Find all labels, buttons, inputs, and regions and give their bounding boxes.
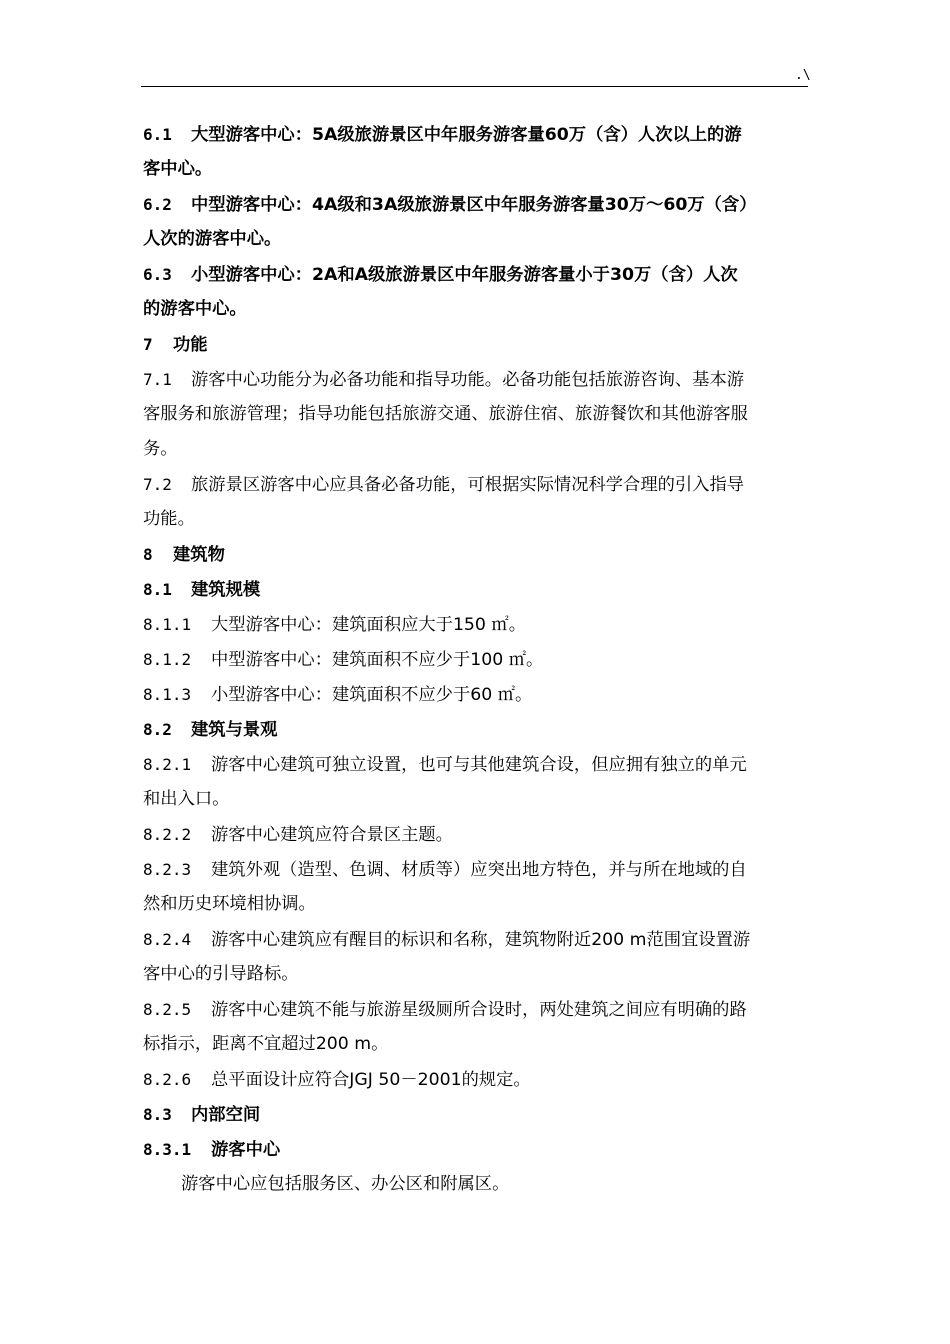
- clause-line: 7.2 旅游景区游客中心应具备必备功能，可根据实际情况科学合理的引入指导: [143, 475, 745, 495]
- clause-continuation: 然和历史环境相协调。: [143, 894, 316, 914]
- clause-continuation: 客中心的引导路标。: [143, 964, 299, 984]
- clause-line: 8.2.3 建筑外观（造型、色调、材质等）应突出地方特色，并与所在地域的自: [143, 860, 747, 880]
- clause-continuation: 客中心。: [143, 159, 213, 179]
- clause-line: 8.2.2 游客中心建筑应符合景区主题。: [143, 825, 453, 845]
- subsection-heading: 8.3.1 游客中心: [143, 1140, 281, 1160]
- clause-line: 8.1.3 小型游客中心：建筑面积不应少于60 ㎡。: [143, 685, 533, 705]
- section-heading: 7 功能: [143, 335, 208, 355]
- clause-line: 8.2.5 游客中心建筑不能与旅游星级厕所合设时，两处建筑之间应有明确的路: [143, 1000, 747, 1020]
- document-body: [143, 117, 811, 1202]
- clause-line: 7.1 游客中心功能分为必备功能和指导功能。必备功能包括旅游咨询、基本游: [143, 370, 745, 390]
- clause-continuation: 客服务和旅游管理；指导功能包括旅游交通、旅游住宿、旅游餐饮和其他游客服: [143, 404, 748, 424]
- header-mark: .\: [795, 68, 811, 83]
- subsection-heading: 8.3 内部空间: [143, 1105, 261, 1125]
- clause-line: 6.3 小型游客中心：2A和A级旅游景区中年服务游客量小于30万（含）人次: [143, 265, 738, 285]
- clause-line: 8.1.2 中型游客中心：建筑面积不应少于100 ㎡。: [143, 650, 544, 670]
- clause-continuation: 功能。: [143, 509, 195, 529]
- section-heading: 8 建筑物: [143, 545, 225, 565]
- clause-continuation: 人次的游客中心。: [143, 229, 282, 249]
- paragraph-line: 游客中心应包括服务区、办公区和附属区。: [181, 1174, 510, 1194]
- clause-continuation: 标指示，距离不宜超过200 m。: [143, 1034, 389, 1054]
- subsection-heading: 8.2 建筑与景观: [143, 720, 278, 740]
- clause-continuation: 务。: [143, 439, 178, 459]
- clause-line: 6.2 中型游客中心：4A级和3A级旅游景区中年服务游客量30万～60万（含）: [143, 195, 757, 215]
- clause-line: 8.2.4 游客中心建筑应有醒目的标识和名称，建筑物附近200 m范围宜设置游: [143, 930, 751, 950]
- header-rule: [141, 86, 808, 87]
- clause-continuation: 和出入口。: [143, 789, 230, 809]
- subsection-heading: 8.1 建筑规模: [143, 580, 261, 600]
- clause-line: 8.2.6 总平面设计应符合JGJ 50－2001的规定。: [143, 1070, 531, 1090]
- clause-line: 8.1.1 大型游客中心：建筑面积应大于150 ㎡。: [143, 615, 526, 635]
- clause-line: 6.1 大型游客中心：5A级旅游景区中年服务游客量60万（含）人次以上的游: [143, 125, 742, 145]
- clause-continuation: 的游客中心。: [143, 299, 247, 319]
- clause-line: 8.2.1 游客中心建筑可独立设置，也可与其他建筑合设，但应拥有独立的单元: [143, 755, 747, 775]
